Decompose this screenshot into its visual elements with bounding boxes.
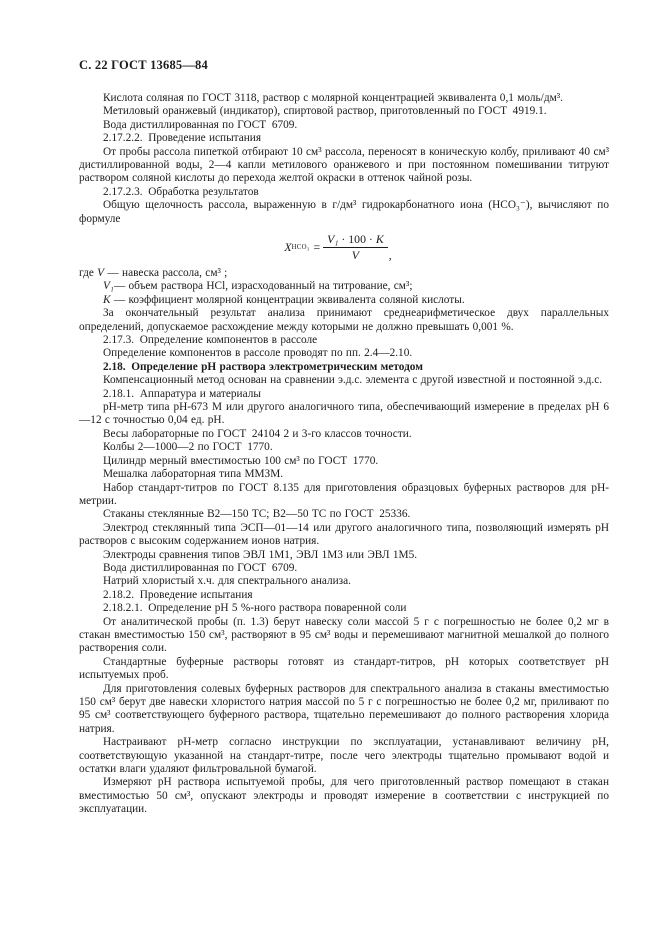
paragraph: рН-метр типа рН-673 М или другого аналогичного типа, обеспечивающий измерение в пределах рН 6—12 с точностью 0,04 ед. рН.: [79, 401, 609, 427]
paragraph: Вода дистиллированная по ГОСТ 6709.: [103, 118, 298, 131]
paragraph: Стаканы стеклянные В2—150 ТС; В2—50 ТС по ГОСТ 25336.: [103, 508, 411, 521]
paragraph: 2.17.3. Определение компонентов в рассоле: [103, 334, 318, 347]
paragraph: Компенсационный метод основан на сравнении э.д.с. элемента с другой известной и постоянной э.д.с.: [103, 374, 603, 387]
paragraph: 2.17.2.3. Обработка результатов: [103, 185, 259, 198]
where-text: — коэффициент молярной концентрации эквивалента соляной кислоты.: [110, 293, 465, 306]
where-text: — объем раствора HCl, израсходованный на титрование, см³;: [113, 280, 413, 293]
formula-numerator-var2: K: [375, 232, 384, 247]
formula-numerator-mid: · 100 ·: [338, 232, 376, 247]
paragraph: За окончательный результат анализа принимают среднеарифметическое двух параллельных определений, допускаемое расхождение между которыми не должно превышать 0,001 %.: [79, 307, 609, 333]
paragraph: Стандартные буферные растворы готовят из стандарт-титров, рН которых соответствует рН испытуемых проб.: [79, 655, 609, 682]
document-body: [79, 92, 609, 817]
paragraph: 2.18. Определение рН раствора электрометрическим методом: [103, 360, 423, 373]
where-prefix: где: [79, 267, 98, 279]
page-header: С. 22 ГОСТ 13685—84: [79, 58, 208, 72]
where-definition-line: [79, 280, 609, 293]
paragraph: Натрий хлористый х.ч. для спектрального анализа.: [103, 575, 351, 588]
paragraph: От пробы рассола пипеткой отбирают 10 см³ рассола, переносят в коническую колбу, приливают 40 см³ дистиллированной воды, 2—4 капли метилового оранжевого и при постоянном помешивании титруют раствором соляной кислоты до перехода желтой окраски в оттенок чайной розы.: [79, 145, 609, 185]
paragraph: Вода дистиллированная по ГОСТ 6709.: [103, 561, 298, 574]
formula-denominator: V: [351, 248, 360, 263]
formula-lhs: X: [284, 240, 292, 255]
paragraph: Определение компонентов в рассоле проводят по пп. 2.4—2.10.: [103, 347, 413, 360]
formula: [79, 233, 597, 262]
paragraph: Настраивают рН-метр согласно инструкции по эксплуатации, устанавливают величину рН, соответствующую указанной на стандарт-титре, после чего электроды тщательно промывают водой и остатки влаги удаляют фильтровальной бумагой.: [79, 736, 609, 776]
paragraph: Колбы 2—1000—2 по ГОСТ 1770.: [103, 441, 273, 454]
paragraph: Общую щелочность рассола, выраженную в г/дм³ гидрокарбонатного иона (НСО₃⁻), вычисляют по формуле: [79, 199, 609, 225]
formula-numerator-var1: V₁: [327, 232, 339, 247]
paragraph: Цилиндр мерный вместимостью 100 см³ по ГОСТ 1770.: [103, 454, 379, 467]
where-variable: К: [103, 293, 111, 306]
paragraph: Измеряют рН раствора испытуемой пробы, для чего приготовленный раствор помещают в стакан вместимостью 50 см³, опускают электроды и проводят измерение в соответствии с инструкцией по эксплуатации.: [79, 776, 609, 816]
where-variable: V₁: [103, 280, 114, 293]
paragraph: Весы лабораторные по ГОСТ 24104 2 и 3-го классов точности.: [103, 427, 412, 440]
paragraph: 2.18.1. Аппаратура и материалы: [103, 387, 261, 400]
formula-numerator: [323, 233, 388, 248]
paragraph: Для приготовления солевых буферных растворов для спектрального анализа в стаканы вместимостью 150 см³ берут две навески хлористого натрия массой по 5 г с погрешностью не более 0,2 мг, приливают по 95 см³ соответствующего буферного раствора, тщательно перемешивают до полного растворения хлорида натрия.: [79, 682, 609, 735]
where-text: — навеска рассола, см³ ;: [104, 267, 228, 279]
paragraph: Набор стандарт-титров по ГОСТ 8.135 для приготовления образцовых буферных растворов для рН-метрии.: [79, 481, 609, 507]
paragraph: Электроды сравнения типов ЭВЛ 1М1, ЭВЛ 1М3 или ЭВЛ 1М5.: [103, 548, 418, 561]
formula-fraction: [323, 233, 388, 262]
paragraph: Мешалка лабораторная типа ММЗМ.: [103, 468, 284, 481]
formula-equals: =: [313, 240, 321, 255]
formula-trailing-comma: ,: [388, 248, 392, 263]
paragraph: От аналитической пробы (п. 1.3) берут навеску соли массой 5 г с погрешностью не более 0,2 мг в стакан вместимостью 150 см³, растворяют в 95 см³ воды и перемешивают магнитной мешалкой до полного растворения соли.: [79, 615, 609, 655]
paragraph: Электрод стеклянный типа ЭСП—01—14 или другого аналогичного типа, позволяющий измерять рН растворов с высоким содержанием ионов натрия.: [79, 521, 609, 548]
paragraph: 2.18.2.1. Определение рН 5 %-ного раствора поваренной соли: [103, 602, 407, 615]
where-variable: V: [97, 267, 105, 279]
paragraph: Кислота соляная по ГОСТ 3118, раствор с молярной концентрацией эквивалента 0,1 моль/дм³.: [103, 92, 563, 104]
paragraph: 2.17.2.2. Проведение испытания: [103, 132, 262, 145]
where-definition-line: [79, 267, 609, 280]
where-definition-line: [79, 294, 609, 307]
paragraph: Метиловый оранжевый (индикатор), спиртовой раствор, приготовленный по ГОСТ 4919.1.: [103, 105, 547, 118]
formula-lhs-subscript: НСО₃: [291, 243, 310, 251]
paragraph: 2.18.2. Проведение испытания: [103, 588, 253, 601]
